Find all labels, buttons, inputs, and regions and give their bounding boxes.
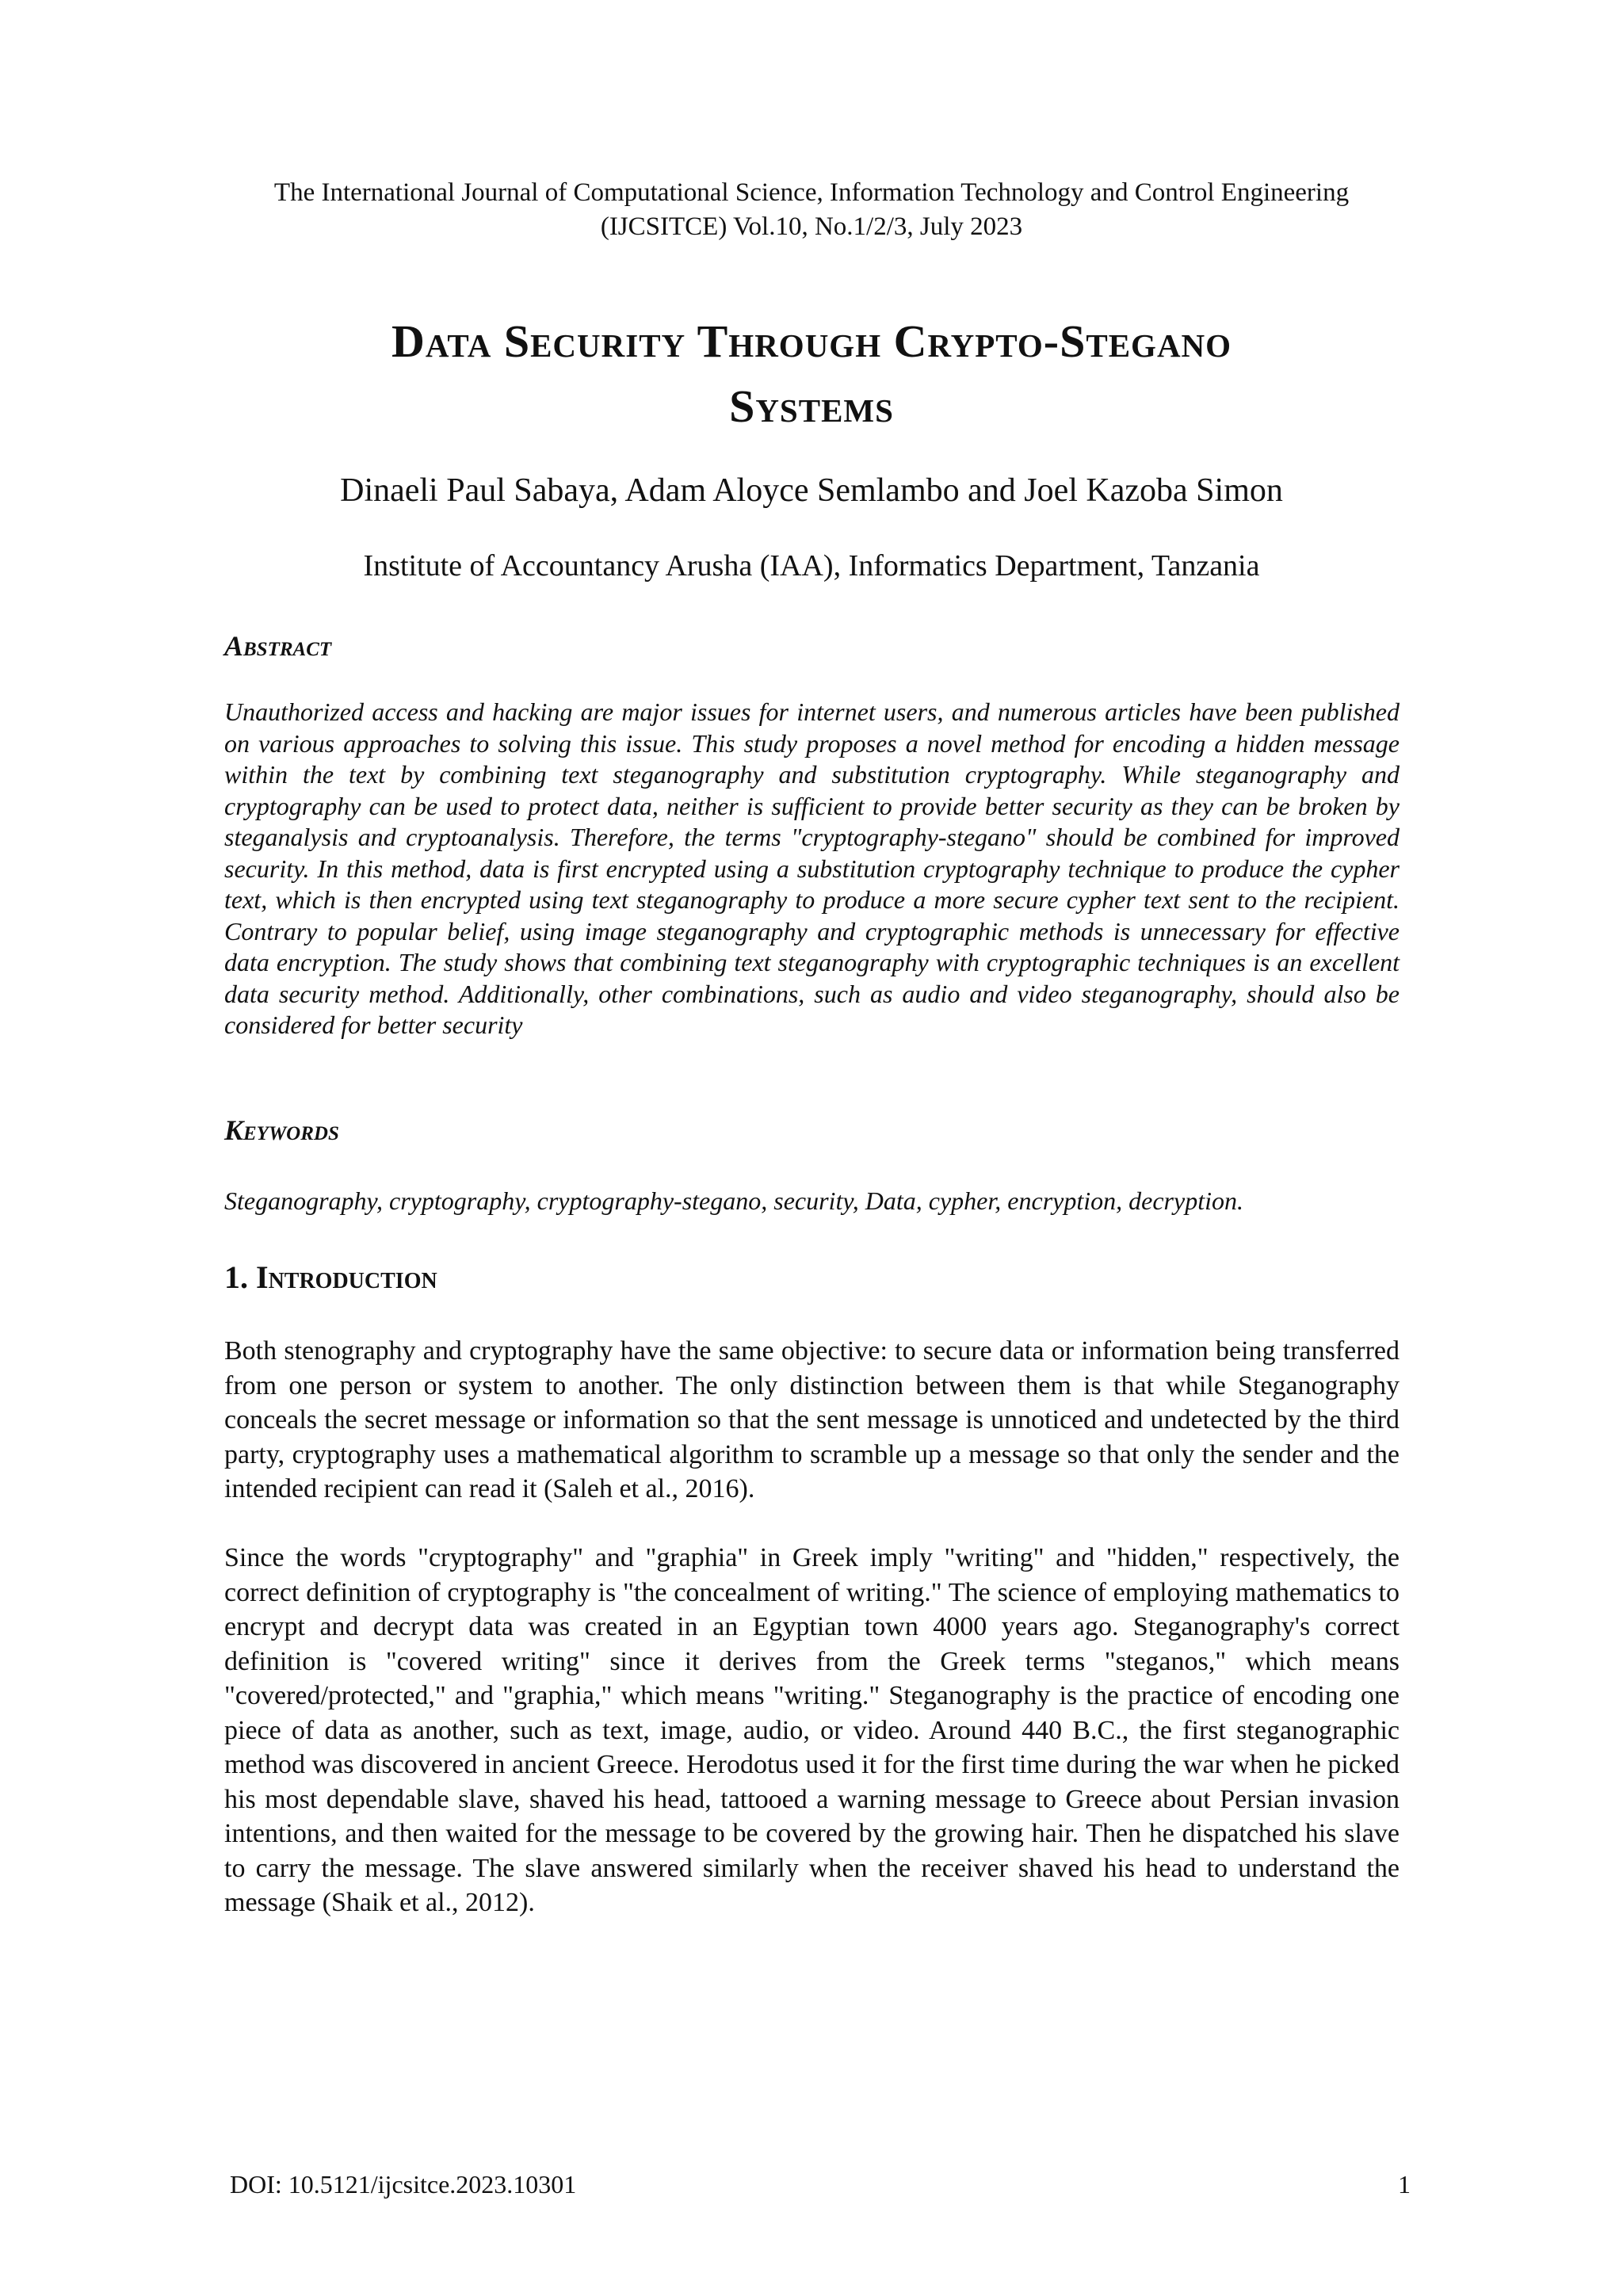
author-list: Dinaeli Paul Sabaya, Adam Aloyce Semlambo and Joel Kazoba Simon — [340, 472, 1283, 509]
introduction-paragraph-1: Both stenography and cryptography have the same objective: to secure data or information being transferred from one person or system to another. The only distinction between them is that while Steganography conceals the secret message or information so that the sent message is unnoticed and undetected by the third party, cryptography uses a mathematical algorithm to scramble up a message so that only the sender and the intended recipient can read it (Saleh et al., 2016). — [224, 1336, 1400, 1503]
keywords-heading: Keywords — [224, 1114, 339, 1146]
paper-title-line-2: Systems — [729, 380, 894, 432]
introduction-paragraph-2: Since the words "cryptography" and "graphia" in Greek imply "writing" and "hidden," respectively, the correct definition of cryptography is "the concealment of writing." The science of employing mathematics to encrypt and decrypt data was created in an Egyptian town 4000 years ago. Steganography's correct definition is "covered writing" since it derives from the Greek terms "steganos," which means "covered/protected," and "graphia," which means "writing." Steganography is the practice of encoding one piece of data as another, such as text, image, audio, or video. Around 440 B.C., the first steganographic method was discovered in ancient Greece. Herodotus used it for the first time during the war when he picked his most dependable slave, shaved his head, tattooed a warning message to Greece about Persian invasion intentions, and then waited for the message to be covered by the growing hair. Then he dispatched his slave to carry the message. The slave answered similarly when the receiver shaved his head to understand the message (Shaik et al., 2012). — [224, 1543, 1400, 1917]
footer-doi: DOI: 10.5121/ijcsitce.2023.10301 — [230, 2170, 577, 2199]
journal-header — [158, 176, 1465, 244]
paper-title — [119, 309, 1504, 439]
journal-header-line-2: (IJCSITCE) Vol.10, No.1/2/3, July 2023 — [600, 212, 1023, 241]
introduction-heading: 1. Introduction — [224, 1259, 437, 1295]
paper-title-line-1: Data Security Through Crypto-Stegano — [391, 315, 1232, 367]
keywords-body: Steganography, cryptography, cryptography-stegano, security, Data, cypher, encryption, decryption. — [224, 1186, 1243, 1215]
journal-header-line-1: The International Journal of Computational Science, Information Technology and Control Engineering — [273, 178, 1350, 207]
page-number: 1 — [1398, 2170, 1411, 2199]
author-affiliation: Institute of Accountancy Arusha (IAA), Informatics Department, Tanzania — [363, 549, 1260, 583]
abstract-heading: Abstract — [224, 630, 332, 662]
abstract-body: Unauthorized access and hacking are major issues for internet users, and numerous articles have been published on various approaches to solving this issue. This study proposes a novel method for encoding a hidden message within the text by combining text steganography and substitution cryptography. While steganography and cryptography can be used to protect data, neither is sufficient to provide better security as they can be broken by steganalysis and cryptoanalysis. Therefore, the terms "cryptography-stegano" should be combined for improved security. In this method, data is first encrypted using a substitution cryptography technique to produce the cypher text, which is then encrypted using text steganography to produce a more secure cypher text sent to the recipient. Contrary to popular belief, using image steganography and cryptographic methods is unnecessary for effective data encryption. The study shows that combining text steganography with cryptographic techniques is an excellent data security method. Additionally, other combinations, such as audio and video steganography, should also be considered for better security — [224, 697, 1400, 1039]
